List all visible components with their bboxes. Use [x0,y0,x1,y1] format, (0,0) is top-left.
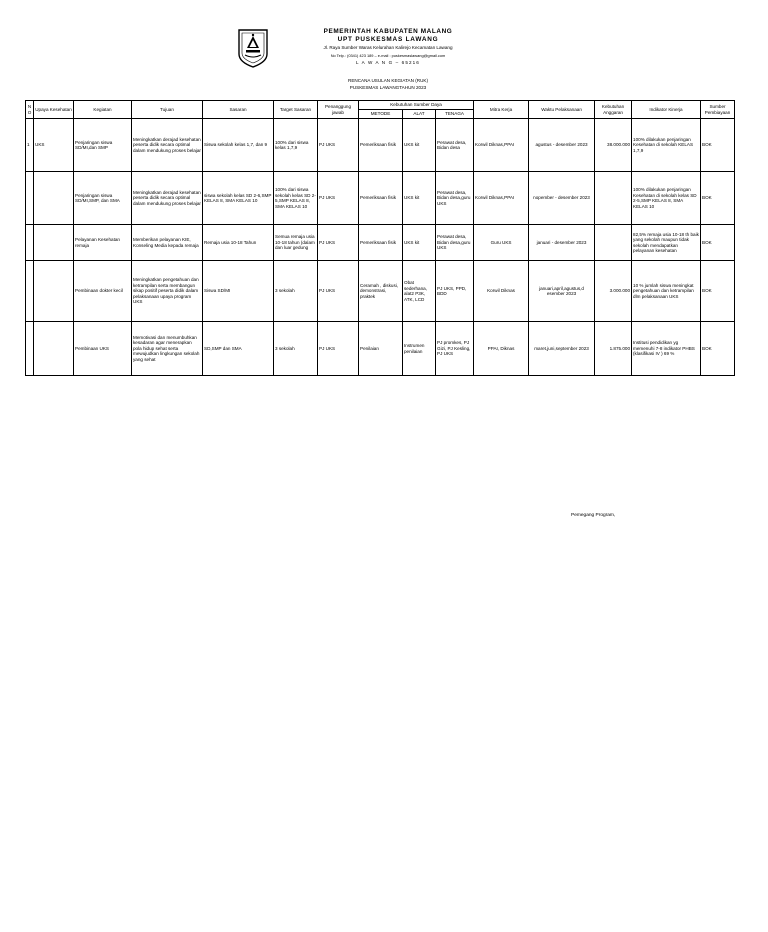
cell-metode: Penilaian [359,322,403,376]
header-target: Target Sasaran [274,101,318,119]
cell-kegiatan: Pembinaan UKS [74,322,132,376]
cell-tenaga: Perawat desa, Bidan desa,guru UKS [436,172,474,225]
cell-anggaran: 38.000.000 [595,119,632,172]
cell-kegiatan: Pelayanan Kesehatan remaja [74,225,132,261]
cell-mitra: Korwil Diknas,PPAI [474,119,529,172]
table-row [26,322,735,376]
cell-metode: Pemeriksaan fisik [359,225,403,261]
cell-no [26,261,34,322]
table-row [26,172,735,225]
office-contact: No Telp.: (0341) 423 189 – e-mail : puskesmaslawang@gmail.com [330,53,446,58]
cell-sumber: BOK [701,225,735,261]
cell-upaya [34,261,74,322]
cell-waktu: maret,juni,september 2023 [529,322,595,376]
header-tenaga: TENAGA [436,110,474,119]
cell-alat: UKS kit [403,225,436,261]
cell-indikator: 100% dilakukan penjaringan Kesehatan di sekolah kelas SD 2-5,SMP KELAS 8, SMA KELAS 10 [632,172,701,225]
cell-alat: Instrumen penilaian [403,322,436,376]
cell-kegiatan: Pembinaan dokter kecil [74,261,132,322]
cell-mitra: Korwil Diknas [474,261,529,322]
cell-pj: PJ UKS [318,225,359,261]
ruk-table [25,100,735,376]
header-kegiatan: Kegiatan [74,101,132,119]
cell-anggaran: 1.875.000 [595,322,632,376]
header-anggaran: Kebutuhan Anggaran [595,101,632,119]
cell-target: 3 sekolah [274,261,318,322]
cell-no [26,172,34,225]
cell-pj: PJ UKS [318,261,359,322]
cell-pj: PJ UKS [318,119,359,172]
cell-tenaga: PJ UKS, PPD, BDD [436,261,474,322]
document-subtitle: PUSKESMAS LAWANGTAHUN 2023 [349,85,427,90]
cell-sasaran: Siswa sekolah kelas 1,7, dan 9 [203,119,274,172]
cell-anggaran: 3.000.000 [595,261,632,322]
office-name: UPT PUSKESMAS LAWANG [337,36,439,43]
cell-kegiatan: Penjaringan siswa SD/MI,SMP, dan SMA [74,172,132,225]
header-upaya: Upaya Kesehatan [34,101,74,119]
cell-alat: Obat sederhana, alat2 P3K, ATK, LCD [403,261,436,322]
cell-tenaga: Perawat desa, Bidan desa,guru UKS [436,225,474,261]
cell-anggaran [595,225,632,261]
cell-target: Semua remaja usia 10-18 tahun (dalam dan luar gedung [274,225,318,261]
cell-tujuan: Memberikan pelayanan KIE, Konseling Media kepada remaja [132,225,203,261]
cell-sasaran: siswa sekolah kelas SD 2-6,SMP KELAS 8, SMA KELAS 10 [203,172,274,225]
office-city: L A W A N G – 65216 [356,60,420,65]
district-emblem-icon [237,28,269,68]
cell-target: 100% dari siswa kelas 1,7,9 [274,119,318,172]
header-alat: ALAT [403,110,436,119]
cell-no: 1 [26,119,34,172]
cell-sasaran: Remaja usia 10-18 Tahun [203,225,274,261]
document-title: RENCANA USULAN KEGIATAN (RUK) [348,78,428,83]
cell-waktu: nopember - desember 2023 [529,172,595,225]
cell-pj: PJ UKS [318,322,359,376]
header-metode: METODE [359,110,403,119]
cell-tujuan: Meningkatkan derajad kesehatan peserta didik secara optimal dalam mendukung proses belajar [132,119,203,172]
cell-waktu: januari - desember 2023 [529,225,595,261]
cell-tujuan: Meningkatkan derajad kesehatan peserta didik secara optimal dalam mendukung proses belajar [132,172,203,225]
header-no: N O [26,101,34,119]
cell-metode: Pemeriksaan fisik [359,172,403,225]
cell-indikator: 10 % jumlah siswa meningkat pengetahuan dan ketrampilan dlm pelaksanaan UKS [632,261,701,322]
cell-upaya [34,225,74,261]
table-row [26,119,735,172]
cell-mitra: PPAI, Diknas [474,322,529,376]
cell-sumber: BOK [701,322,735,376]
cell-sasaran: SD,SMP dan SMA [203,322,274,376]
cell-tujuan: Meningkatkan pengetahuan dan ketrampilan serta membangun sikap positif peserta didik dalam pelaksanaan upaya program UKS [132,261,203,322]
cell-pj: PJ UKS [318,172,359,225]
cell-indikator: 100% dilakukan penjaringan Kesehatan di sekolah KELAS 1,7,9 [632,119,701,172]
header-mitra: Mitra Kerja [474,101,529,119]
header-kebutuhan-sd: Kebutuhan Sumber Daya [359,101,474,110]
cell-tujuan: Memotivasi dan menumbuhkan kesadaran agar menerapkan pola hidup sehat serta mewujudkan lingkungan sekolah yang sehat [132,322,203,376]
cell-mitra: Korwil Diknas,PPAI [474,172,529,225]
cell-sasaran: Siswa SD/MI [203,261,274,322]
header-sasaran: Sasaran [203,101,274,119]
table-row [26,225,735,261]
cell-upaya [34,172,74,225]
cell-metode: Pemeriksaan fisik [359,119,403,172]
cell-indikator: 82,5% remaja usia 10-18 th baik yang sekolah maupun tidak sekolah mendapatkan pelayanan kesehatan [632,225,701,261]
cell-alat: UKS kit [403,172,436,225]
office-address: Jl. Raya Sumber Waras Kelurahan Kalirejo Kecamatan Lawang [323,45,453,50]
cell-tenaga: PJ promkes, PJ Gizi, PJ Kesling, PJ UKS [436,322,474,376]
cell-sumber: BOK [701,119,735,172]
cell-kegiatan: Penjaringan siswa SD/MI,dan SMP [74,119,132,172]
cell-tenaga: Perawat desa, Bidan desa [436,119,474,172]
cell-metode: Ceramah , diskusi, demonstrasi, praktek [359,261,403,322]
cell-waktu: januari,april,agustus,d esember 2023 [529,261,595,322]
cell-upaya [34,322,74,376]
cell-target: 3 sekolah [274,322,318,376]
header-indikator: Indikator Kinerja [632,101,701,119]
header-penanggung: Penanggung jawab [318,101,359,119]
agency-name: PEMERINTAH KABUPATEN MALANG [323,28,453,35]
header-tujuan: Tujuan [132,101,203,119]
signature-label: Pemegang Program, [571,513,616,518]
table-row [26,261,735,322]
cell-waktu: agustus - desember 2023 [529,119,595,172]
cell-sumber: BOK [701,261,735,322]
cell-mitra: Guru UKS [474,225,529,261]
cell-no [26,225,34,261]
cell-sumber: BOK [701,172,735,225]
cell-target: 100% dari siswa sekolah kelas SD 2-5,SMP KELAS 8, SMA KELAS 10 [274,172,318,225]
cell-upaya: UKS [34,119,74,172]
header-waktu: Waktu Pelaksanaan [529,101,595,119]
cell-alat: UKS kit [403,119,436,172]
cell-no [26,322,34,376]
header-sumber: Sumber Pembiayaan [701,101,735,119]
cell-anggaran [595,172,632,225]
cell-indikator: Institusi pendidikan yg memenuhi 7-8 indikator PHBS (klasifikasi IV ) 69 % [632,322,701,376]
